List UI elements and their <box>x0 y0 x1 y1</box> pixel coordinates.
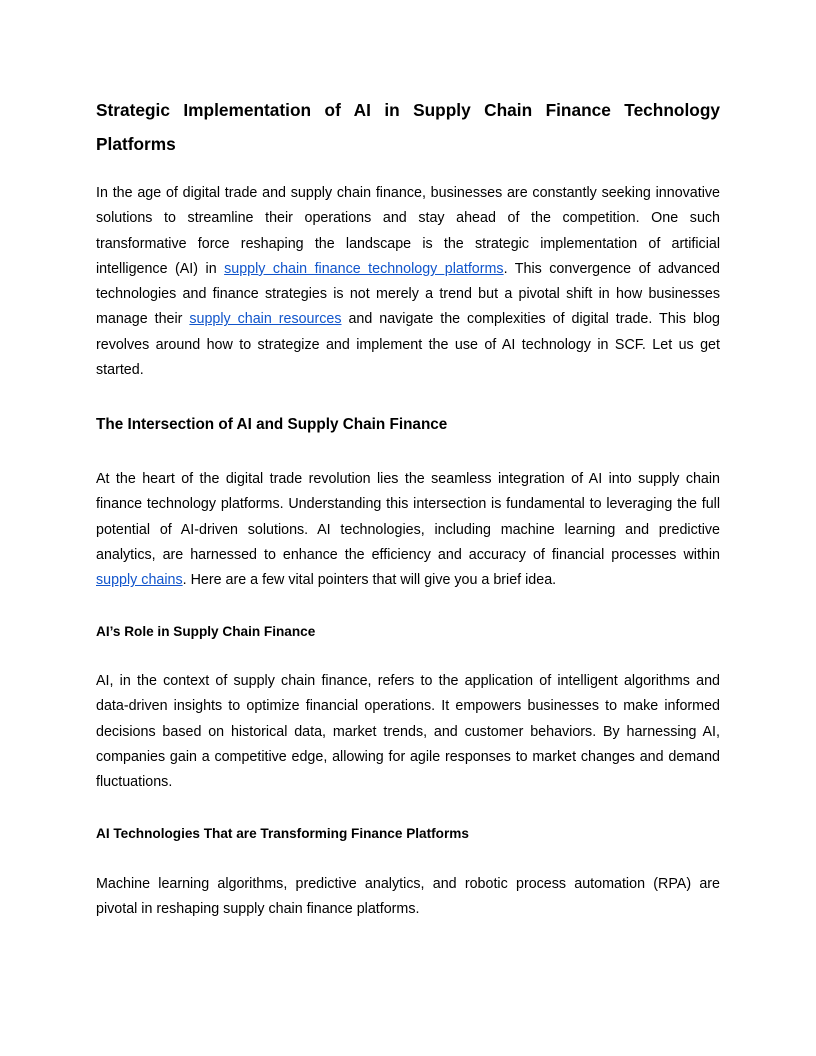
section-heading-ai-role: AI’s Role in Supply Chain Finance <box>96 624 316 639</box>
section-1-paragraph <box>96 467 720 593</box>
section-heading-intersection: The Intersection of AI and Supply Chain Finance <box>96 416 448 433</box>
link-supply-chains[interactable]: supply chains <box>96 572 183 589</box>
intro-text-2: . This convergence of advanced technologies and finance strategies is not merely a trend but a pivotal shift in how businesses manage their <box>96 260 721 328</box>
section-1-text-1: At the heart of the digital trade revolution lies the seamless integration of AI into supply chain finance technology platforms. Understanding this intersection is fundamental to leveraging the full potential of AI-driven solutions. AI technologies, including machine learning and predictive analytics, are harnessed to enhance the efficiency and accuracy of financial processes within <box>96 471 720 563</box>
section-1-text-2: . Here are a few vital pointers that will give you a brief idea. <box>182 572 557 589</box>
link-supply-chain-finance-technology-platforms[interactable]: supply chain finance technology platforms <box>224 260 504 277</box>
section-heading-ai-technologies: AI Technologies That are Transforming Finance Platforms <box>96 826 469 841</box>
intro-paragraph <box>96 181 720 383</box>
section-2-paragraph: AI, in the context of supply chain finance, refers to the application of intelligent algorithms and data-driven insights to optimize financial operations. It empowers businesses to make informed decisions based on historical data, market trends, and customer behaviors. By harnessing AI, companies gain a competitive edge, allowing for agile responses to market changes and demand fluctuations. <box>96 673 720 791</box>
document-title: Strategic Implementation of AI in Supply Chain Finance Technology Platforms <box>96 100 720 154</box>
intro-text-1: In the age of digital trade and supply chain finance, businesses are constantly seeking innovative solutions to streamline their operations and stay ahead of the competition. One such transformative force reshaping the landscape is the strategic implementation of artificial intelligence (AI) in <box>96 185 720 277</box>
link-supply-chain-resources[interactable]: supply chain resources <box>189 311 342 328</box>
intro-text-3: and navigate the complexities of digital trade. This blog revolves around how to strategize and implement the use of AI technology in SCF. Let us get started. <box>96 311 721 379</box>
section-3-paragraph: Machine learning algorithms, predictive analytics, and robotic process automation (RPA) are pivotal in reshaping supply chain finance platforms. <box>96 876 720 918</box>
